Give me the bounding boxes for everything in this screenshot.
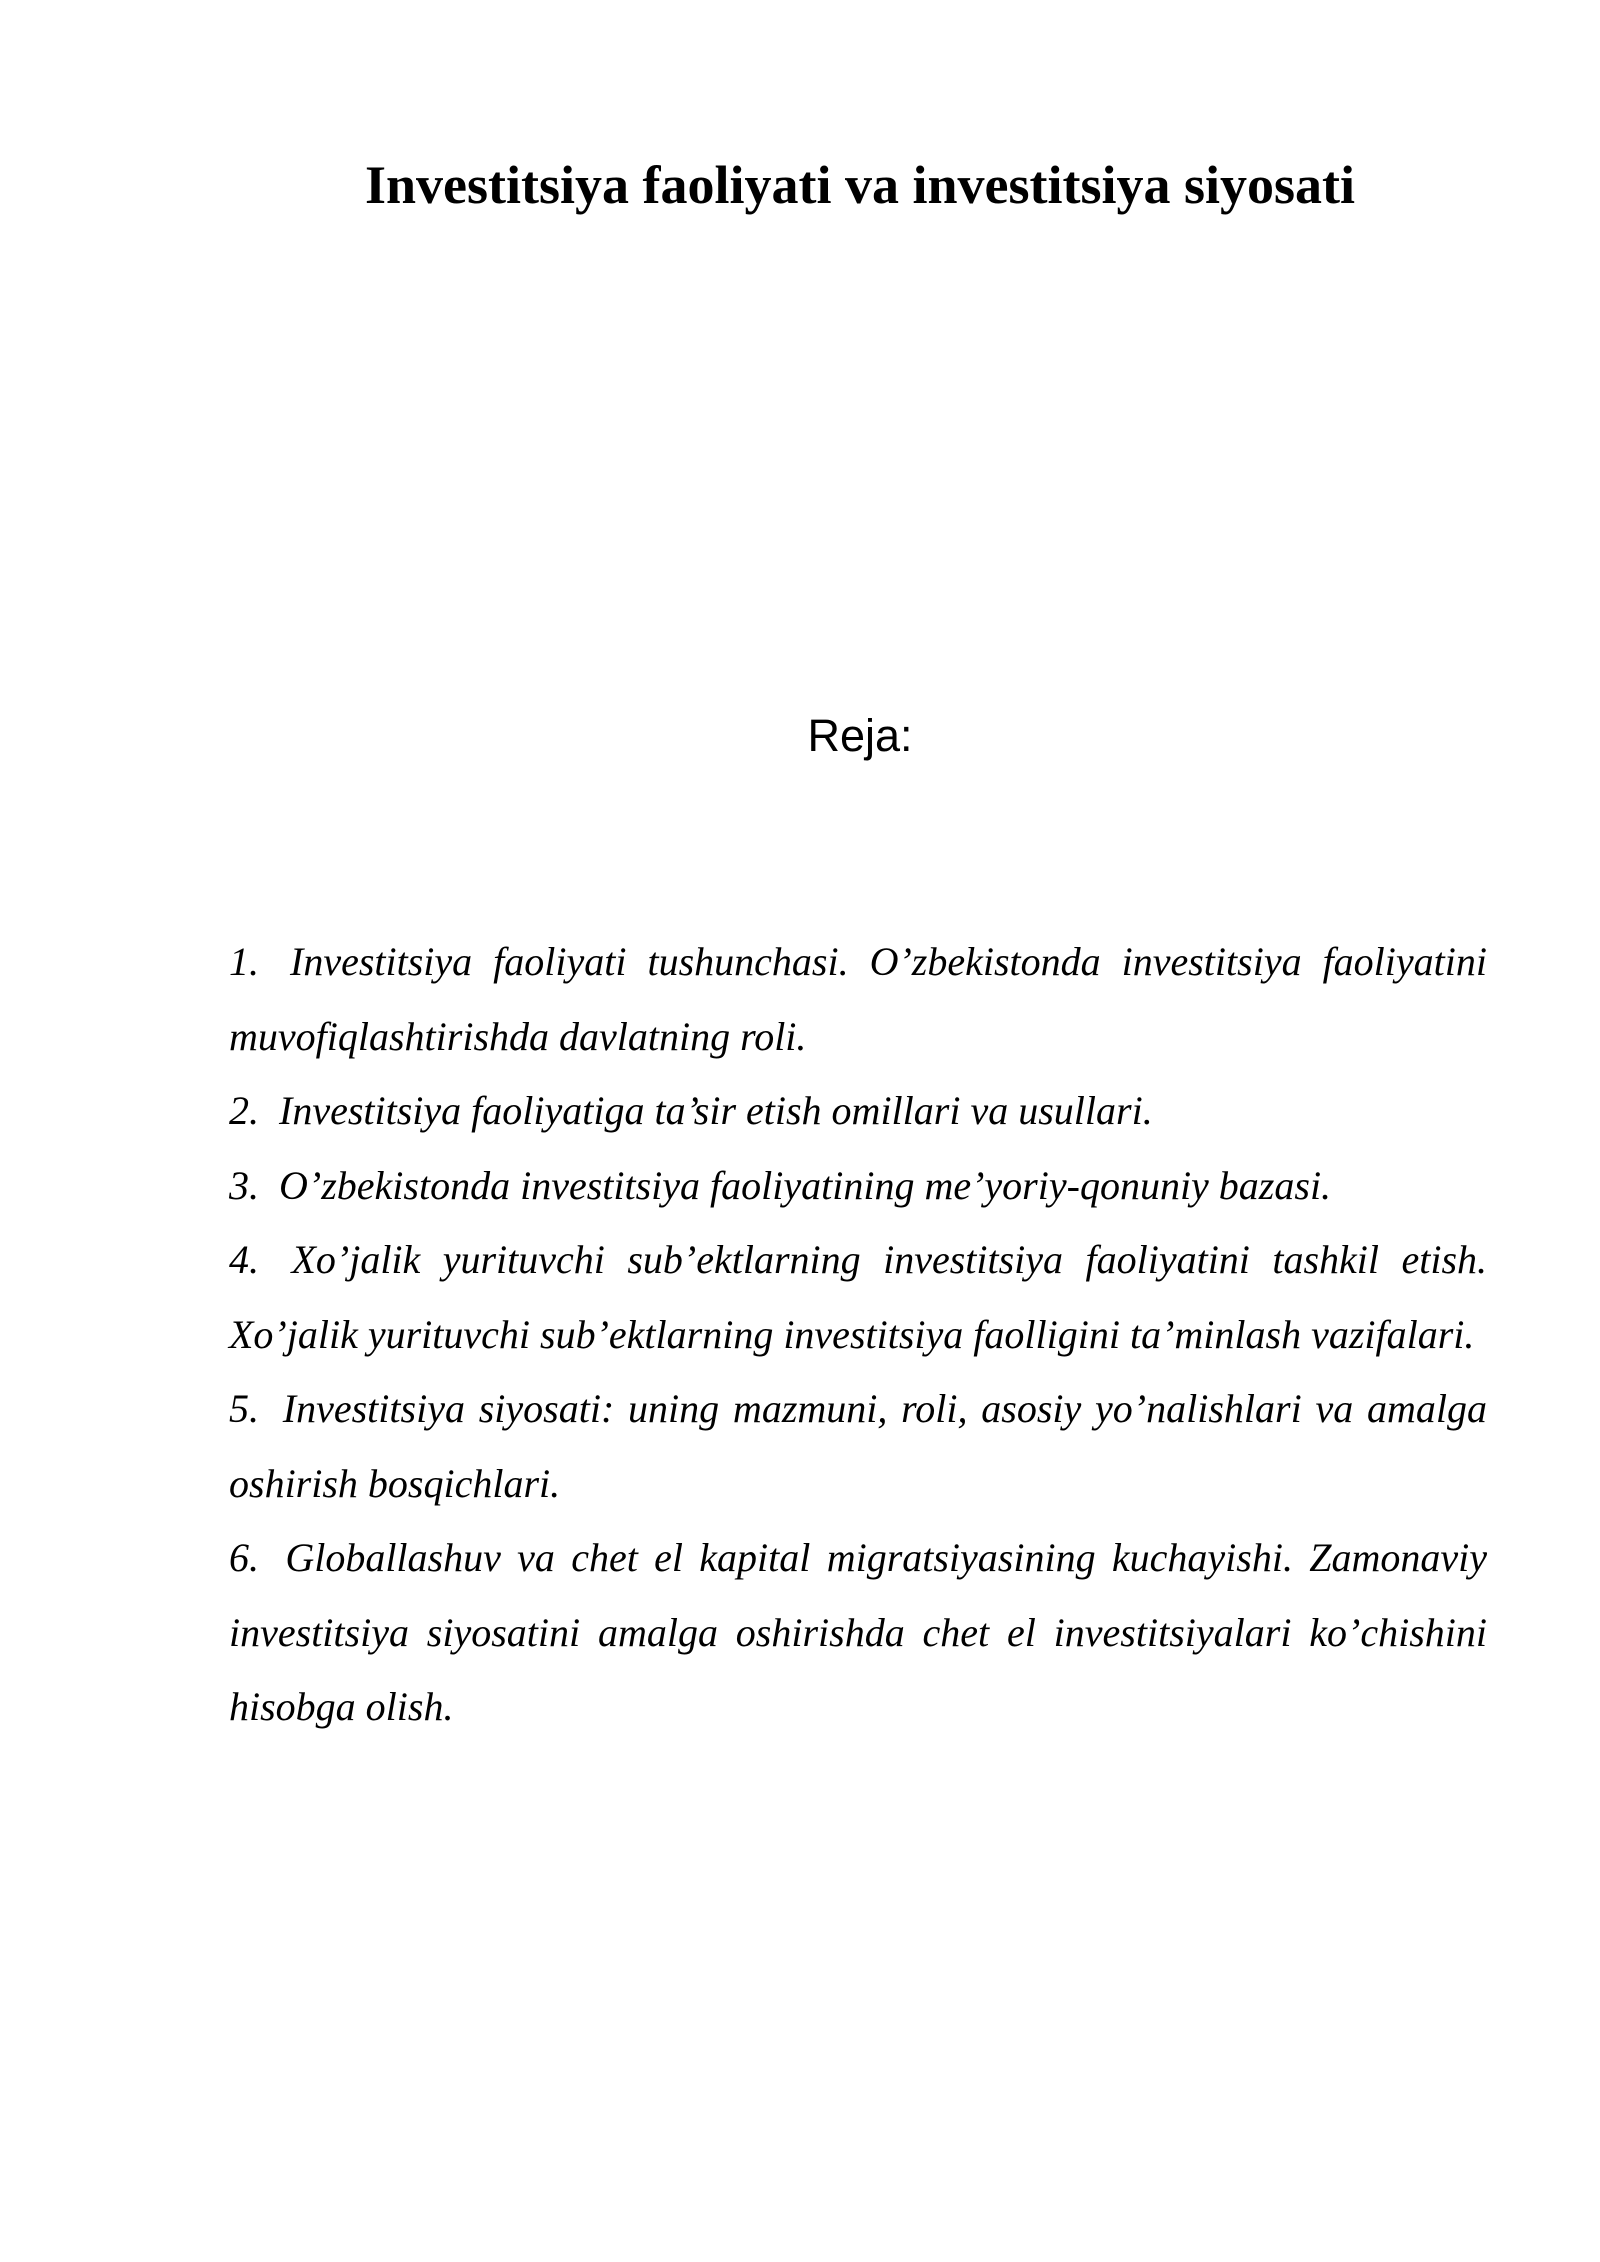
plan-item-6 bbox=[229, 1521, 1487, 1745]
plan-item-number: 1. bbox=[229, 939, 259, 984]
plan-item-text: Investitsiya faoliyatiga ta’sir etish omillari va usullari. bbox=[279, 1088, 1153, 1133]
plan-item-text: Globallashuv va chet el kapital migratsiyasining kuchayishi. Zamonaviy investitsiya siyosatini amalga oshirishda chet el investitsiyalari ko’chishini hisobga olish. bbox=[229, 1535, 1488, 1729]
plan-item-number: 6. bbox=[229, 1535, 259, 1580]
plan-item-text: Xo’jalik yurituvchi sub’ektlarning investitsiya faoliyatini tashkil etish. Xo’jalik yurituvchi sub’ektlarning investitsiya faolligini ta’minlash vazifalari. bbox=[229, 1237, 1488, 1357]
plan-item-number: 4. bbox=[229, 1237, 259, 1282]
plan-item-number: 5. bbox=[229, 1386, 259, 1431]
plan-item-text: Investitsiya faoliyati tushunchasi. O’zbekistonda investitsiya faoliyatini muvofiqlashtirishda davlatning roli. bbox=[229, 939, 1488, 1059]
plan-item-5 bbox=[229, 1372, 1487, 1521]
plan-heading: Reja: bbox=[807, 710, 913, 761]
plan-list bbox=[229, 925, 1487, 1745]
plan-item-1 bbox=[229, 925, 1487, 1074]
plan-item-4 bbox=[229, 1223, 1487, 1372]
plan-item-text: Investitsiya siyosati: uning mazmuni, roli, asosiy yo’nalishlari va amalga oshirish bosqichlari. bbox=[229, 1386, 1487, 1506]
plan-item-number: 3. bbox=[229, 1162, 259, 1208]
plan-item-2 bbox=[229, 1074, 1487, 1149]
document-title: Investitsiya faoliyati va investitsiya siyosati bbox=[364, 155, 1355, 215]
plan-item-number: 2. bbox=[229, 1088, 259, 1133]
plan-item-text: O’zbekistonda investitsiya faoliyatining me’yoriy-qonuniy bazasi. bbox=[279, 1162, 1332, 1208]
plan-item-3 bbox=[229, 1149, 1487, 1224]
